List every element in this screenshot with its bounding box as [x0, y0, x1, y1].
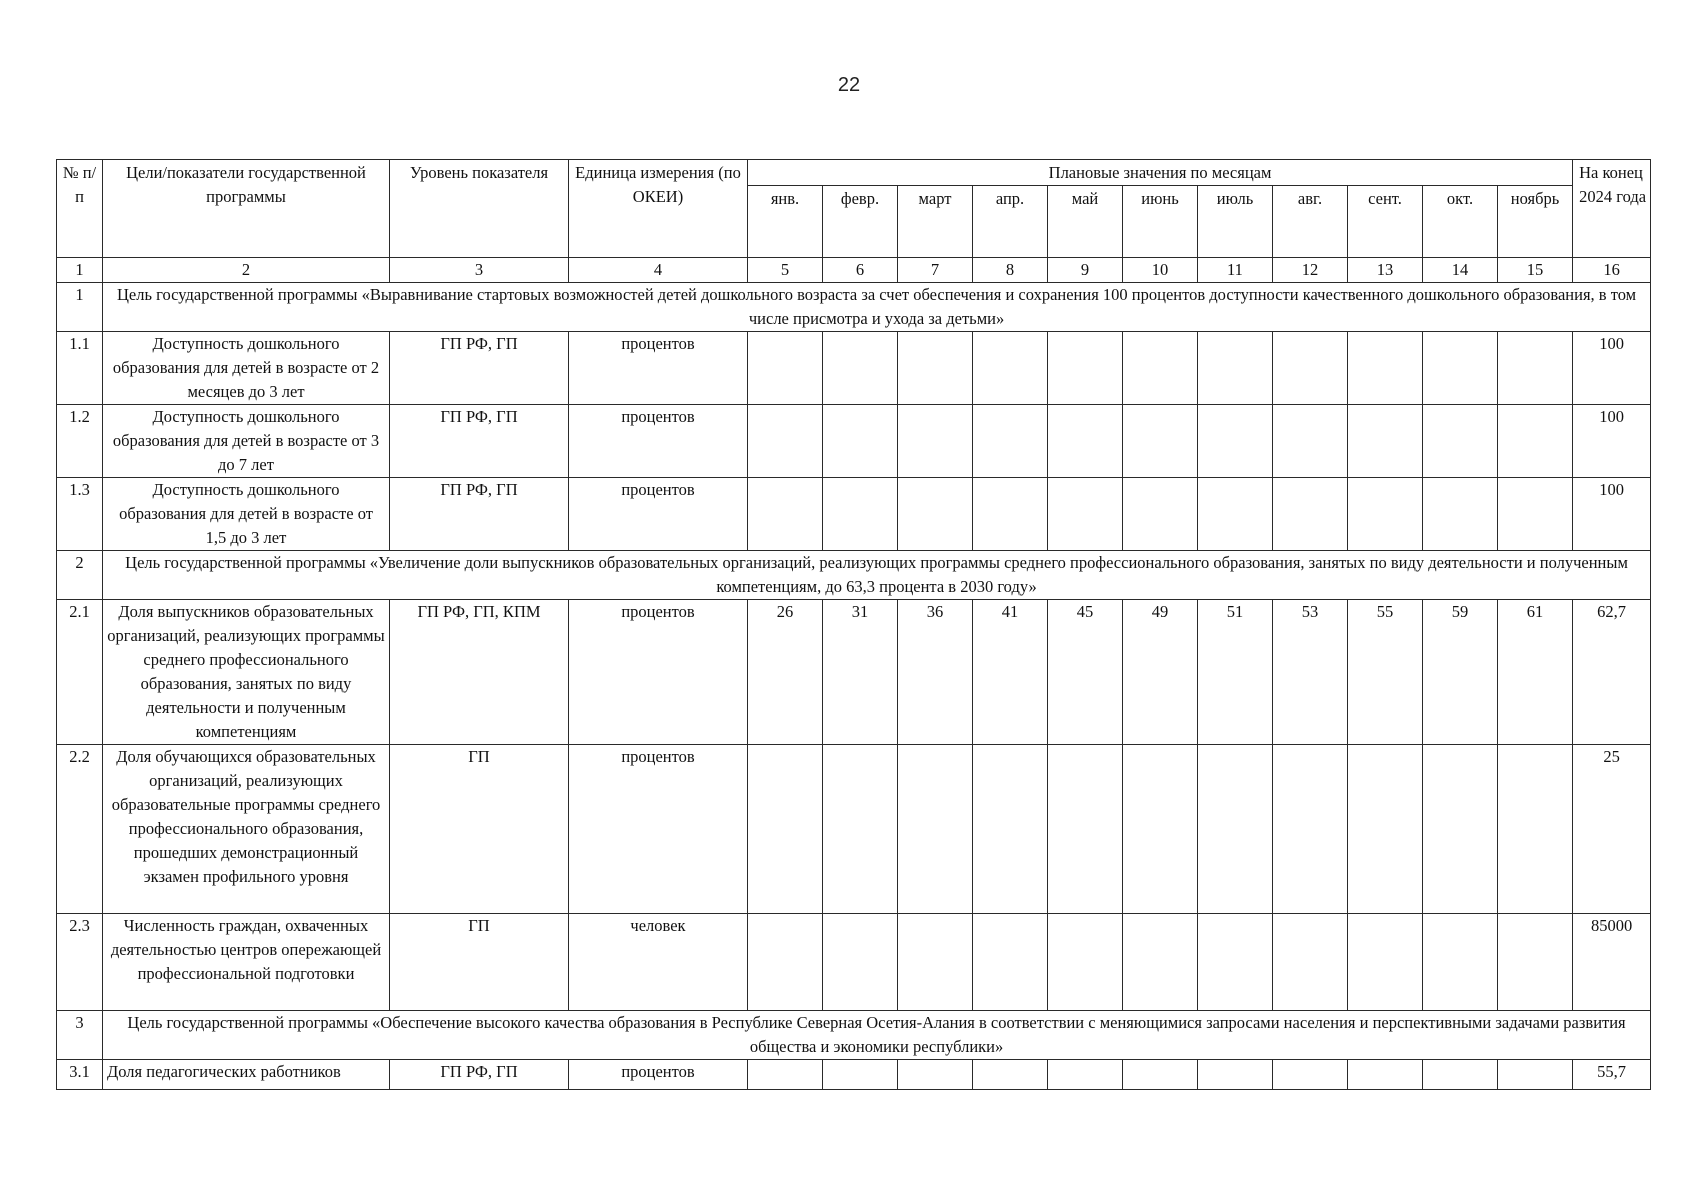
row-end-value: 85000 — [1573, 914, 1651, 1011]
month-cell — [748, 1060, 823, 1090]
col-number: 12 — [1273, 258, 1348, 283]
month-cell — [1273, 1060, 1348, 1090]
month-value: 49 — [1123, 600, 1198, 745]
header-unit: Единица измерения (по ОКЕИ) — [569, 160, 748, 258]
row-end-value: 55,7 — [1573, 1060, 1651, 1090]
month-cell — [1498, 914, 1573, 1011]
month-cell — [748, 478, 823, 551]
table-row — [57, 405, 1651, 478]
month-cell — [1198, 914, 1273, 1011]
month-cell — [898, 745, 973, 914]
month-cell — [898, 405, 973, 478]
month-cell — [1348, 405, 1423, 478]
month-cell — [1048, 914, 1123, 1011]
goal-text: Цель государственной программы «Выравнивание стартовых возможностей детей дошкольного возраста за счет обеспечения и сохранения 100 процентов доступности качественного дошкольного образования, в том числе присмотра и ухода за детьми» — [103, 283, 1651, 332]
month-cell — [1123, 332, 1198, 405]
header-goals: Цели/показатели государственной программы — [103, 160, 390, 258]
month-cell — [973, 1060, 1048, 1090]
row-level: ГП РФ, ГП — [390, 332, 569, 405]
row-unit: процентов — [569, 332, 748, 405]
row-unit: процентов — [569, 405, 748, 478]
month-cell — [1348, 1060, 1423, 1090]
table-row — [57, 914, 1651, 1011]
month-cell — [973, 914, 1048, 1011]
col-number: 14 — [1423, 258, 1498, 283]
column-numbers-row — [57, 258, 1651, 283]
col-number: 3 — [390, 258, 569, 283]
row-level: ГП РФ, ГП, КПМ — [390, 600, 569, 745]
month-sep: сент. — [1348, 186, 1423, 258]
month-cell — [973, 332, 1048, 405]
month-value: 59 — [1423, 600, 1498, 745]
month-cell — [1423, 405, 1498, 478]
month-cell — [1123, 405, 1198, 478]
month-feb: февр. — [823, 186, 898, 258]
month-cell — [1498, 478, 1573, 551]
month-cell — [1048, 405, 1123, 478]
row-end-value: 100 — [1573, 478, 1651, 551]
month-cell — [823, 1060, 898, 1090]
col-number: 13 — [1348, 258, 1423, 283]
col-number: 9 — [1048, 258, 1123, 283]
month-cell — [1123, 914, 1198, 1011]
month-cell — [898, 1060, 973, 1090]
month-cell — [1123, 478, 1198, 551]
month-cell — [973, 745, 1048, 914]
month-cell — [973, 478, 1048, 551]
month-value: 41 — [973, 600, 1048, 745]
month-cell — [1498, 745, 1573, 914]
col-number: 1 — [57, 258, 103, 283]
row-level: ГП — [390, 745, 569, 914]
row-unit: процентов — [569, 600, 748, 745]
month-cell — [1123, 1060, 1198, 1090]
col-number: 16 — [1573, 258, 1651, 283]
month-cell — [748, 332, 823, 405]
header-level: Уровень показателя — [390, 160, 569, 258]
month-cell — [1048, 1060, 1123, 1090]
month-cell — [1048, 332, 1123, 405]
row-num: 1.2 — [57, 405, 103, 478]
header-row — [57, 160, 1651, 186]
month-cell — [1273, 478, 1348, 551]
month-nov: ноябрь — [1498, 186, 1573, 258]
row-end-value: 25 — [1573, 745, 1651, 914]
row-indicator-name: Доступность дошкольного образования для детей в возрасте от 1,5 до 3 лет — [103, 478, 390, 551]
month-cell — [1423, 914, 1498, 1011]
month-cell — [898, 478, 973, 551]
month-value: 61 — [1498, 600, 1573, 745]
month-cell — [1423, 745, 1498, 914]
col-number: 15 — [1498, 258, 1573, 283]
row-unit: процентов — [569, 1060, 748, 1090]
row-end-value: 100 — [1573, 332, 1651, 405]
col-number: 4 — [569, 258, 748, 283]
row-indicator-name: Доля обучающихся образовательных организаций, реализующих образовательные программы среднего профессионального образования, прошедших демонстрационный экзамен профильного уровня — [103, 745, 390, 914]
row-num: 2.1 — [57, 600, 103, 745]
row-num: 1.3 — [57, 478, 103, 551]
month-cell — [1498, 405, 1573, 478]
month-cell — [898, 914, 973, 1011]
row-unit: процентов — [569, 478, 748, 551]
month-cell — [1348, 914, 1423, 1011]
row-num: 2.2 — [57, 745, 103, 914]
month-apr: апр. — [973, 186, 1048, 258]
goal-num: 1 — [57, 283, 103, 332]
month-value: 31 — [823, 600, 898, 745]
header-num: № п/п — [57, 160, 103, 258]
row-level: ГП РФ, ГП — [390, 1060, 569, 1090]
month-jan: янв. — [748, 186, 823, 258]
row-level: ГП — [390, 914, 569, 1011]
month-cell — [1198, 1060, 1273, 1090]
indicators-table — [56, 159, 1651, 1090]
header-end: На конец 2024 года — [1573, 160, 1651, 258]
month-mar: март — [898, 186, 973, 258]
month-cell — [1048, 478, 1123, 551]
month-value: 45 — [1048, 600, 1123, 745]
month-cell — [1498, 332, 1573, 405]
month-cell — [1348, 332, 1423, 405]
month-cell — [1498, 1060, 1573, 1090]
row-num: 3.1 — [57, 1060, 103, 1090]
month-cell — [973, 405, 1048, 478]
table-row — [57, 332, 1651, 405]
row-end-value: 62,7 — [1573, 600, 1651, 745]
col-number: 7 — [898, 258, 973, 283]
col-number: 10 — [1123, 258, 1198, 283]
col-number: 2 — [103, 258, 390, 283]
goal-text: Цель государственной программы «Увеличение доли выпускников образовательных организаций, реализующих программы среднего профессионального образования, занятых по виду деятельности и полученным компетенциям, до 63,3 процента в 2030 году» — [103, 551, 1651, 600]
row-indicator-name: Доля педагогических работников — [103, 1060, 390, 1090]
month-cell — [1423, 478, 1498, 551]
month-cell — [748, 405, 823, 478]
row-indicator-name: Доступность дошкольного образования для детей в возрасте от 2 месяцев до 3 лет — [103, 332, 390, 405]
row-unit: человек — [569, 914, 748, 1011]
month-jun: июнь — [1123, 186, 1198, 258]
row-end-value: 100 — [1573, 405, 1651, 478]
month-oct: окт. — [1423, 186, 1498, 258]
row-num: 2.3 — [57, 914, 103, 1011]
row-indicator-name: Доступность дошкольного образования для детей в возрасте от 3 до 7 лет — [103, 405, 390, 478]
month-value: 51 — [1198, 600, 1273, 745]
goal-num: 2 — [57, 551, 103, 600]
month-cell — [823, 914, 898, 1011]
month-value: 55 — [1348, 600, 1423, 745]
month-cell — [823, 332, 898, 405]
month-cell — [1198, 332, 1273, 405]
table-row — [57, 1060, 1651, 1090]
row-level: ГП РФ, ГП — [390, 478, 569, 551]
month-jul: июль — [1198, 186, 1273, 258]
month-cell — [1423, 1060, 1498, 1090]
month-value: 26 — [748, 600, 823, 745]
row-num: 1.1 — [57, 332, 103, 405]
month-value: 36 — [898, 600, 973, 745]
month-may: май — [1048, 186, 1123, 258]
month-cell — [748, 745, 823, 914]
month-cell — [1048, 745, 1123, 914]
month-cell — [1423, 332, 1498, 405]
month-cell — [823, 745, 898, 914]
goal-row — [57, 1011, 1651, 1060]
col-number: 8 — [973, 258, 1048, 283]
month-cell — [1273, 332, 1348, 405]
month-cell — [1348, 745, 1423, 914]
month-cell — [1198, 745, 1273, 914]
table-row — [57, 478, 1651, 551]
goal-text: Цель государственной программы «Обеспечение высокого качества образования в Республике Северная Осетия-Алания в соответствии с меняющимися запросами населения и перспективными задачами развития общества и экономики республики» — [103, 1011, 1651, 1060]
goal-row — [57, 283, 1651, 332]
table-row — [57, 745, 1651, 914]
month-cell — [1273, 745, 1348, 914]
month-cell — [1123, 745, 1198, 914]
table-row — [57, 600, 1651, 745]
month-cell — [1198, 405, 1273, 478]
month-value: 53 — [1273, 600, 1348, 745]
col-number: 5 — [748, 258, 823, 283]
row-level: ГП РФ, ГП — [390, 405, 569, 478]
month-cell — [1273, 405, 1348, 478]
header-monthly: Плановые значения по месяцам — [748, 160, 1573, 186]
month-cell — [823, 478, 898, 551]
col-number: 6 — [823, 258, 898, 283]
month-aug: авг. — [1273, 186, 1348, 258]
month-cell — [1273, 914, 1348, 1011]
month-cell — [898, 332, 973, 405]
row-indicator-name: Численность граждан, охваченных деятельностью центров опережающей профессиональной подготовки — [103, 914, 390, 1011]
month-cell — [1348, 478, 1423, 551]
row-indicator-name: Доля выпускников образовательных организаций, реализующих программы среднего профессионального образования, занятых по виду деятельности и полученным компетенциям — [103, 600, 390, 745]
col-number: 11 — [1198, 258, 1273, 283]
month-cell — [748, 914, 823, 1011]
row-unit: процентов — [569, 745, 748, 914]
month-cell — [823, 405, 898, 478]
goal-num: 3 — [57, 1011, 103, 1060]
page-number: 22 — [837, 74, 861, 96]
goal-row — [57, 551, 1651, 600]
month-cell — [1198, 478, 1273, 551]
